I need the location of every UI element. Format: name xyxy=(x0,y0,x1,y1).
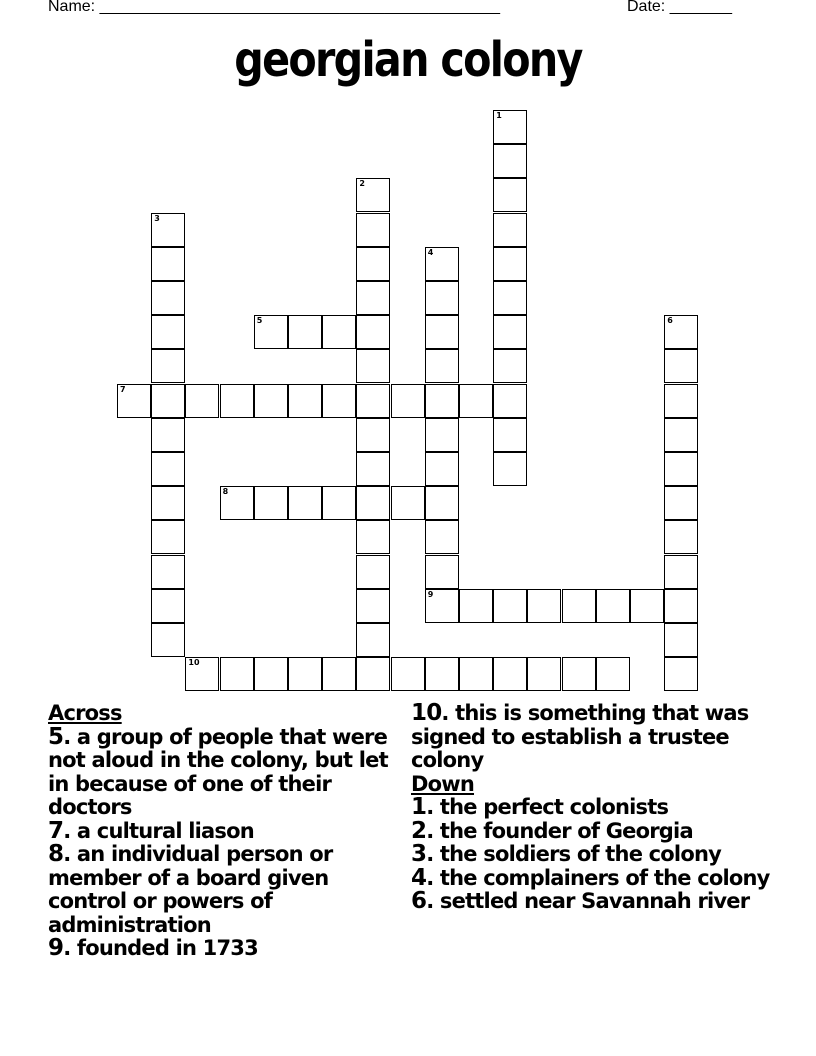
crossword-cell[interactable] xyxy=(493,213,527,247)
crossword-cell[interactable] xyxy=(664,418,698,452)
crossword-cell[interactable] xyxy=(356,623,390,657)
crossword-cell[interactable] xyxy=(459,589,493,623)
clue-number: 4 xyxy=(411,864,427,891)
date-field-label: Date: _______ xyxy=(627,0,732,15)
crossword-cell[interactable] xyxy=(425,247,459,281)
crossword-cell[interactable] xyxy=(356,384,390,418)
crossword-cell[interactable] xyxy=(527,589,561,623)
clue-number: 1 xyxy=(411,794,427,820)
cell-number: 2 xyxy=(359,179,365,189)
crossword-cell[interactable] xyxy=(254,486,288,520)
across-clue-10: 10. this is something that was signed to establish a trustee colony xyxy=(411,700,749,772)
down-clue-2: 2. the founder of Georgia xyxy=(411,817,693,844)
cell-number: 1 xyxy=(496,111,502,120)
clue-number: 6 xyxy=(411,888,427,914)
crossword-cell[interactable] xyxy=(664,349,698,383)
crossword-cell[interactable] xyxy=(425,589,459,623)
crossword-cell[interactable] xyxy=(356,178,390,212)
crossword-cell[interactable] xyxy=(493,110,527,144)
crossword-cell[interactable] xyxy=(425,349,459,383)
crossword-cell[interactable] xyxy=(151,247,185,281)
clues-right-column xyxy=(411,702,791,914)
crossword-cell[interactable] xyxy=(151,315,185,349)
crossword-cell[interactable] xyxy=(664,315,698,349)
clue-text: settled near Savannah river xyxy=(439,889,750,913)
crossword-cell[interactable] xyxy=(493,384,527,418)
crossword-cell[interactable] xyxy=(493,315,527,349)
clue-number: 8 xyxy=(48,841,64,867)
down-heading: Down xyxy=(411,771,475,796)
crossword-cell[interactable] xyxy=(356,520,390,554)
crossword-cell[interactable] xyxy=(288,384,322,418)
crossword-cell[interactable] xyxy=(562,657,596,691)
clue-text: an individual person or member of a board given control or powers of administration xyxy=(48,842,333,937)
crossword-cell[interactable] xyxy=(459,657,493,691)
crossword-cell[interactable] xyxy=(356,315,390,349)
crossword-cell[interactable] xyxy=(356,418,390,452)
crossword-cell[interactable] xyxy=(493,247,527,281)
crossword-cell[interactable] xyxy=(151,589,185,623)
crossword-cell[interactable] xyxy=(356,589,390,623)
crossword-cell[interactable] xyxy=(356,657,390,691)
clue-text: the founder of Georgia xyxy=(439,818,693,843)
down-clue-6: 6. settled near Savannah river xyxy=(411,888,750,914)
crossword-cell[interactable] xyxy=(425,281,459,315)
clue-text: the perfect colonists xyxy=(439,795,669,819)
crossword-cell[interactable] xyxy=(356,213,390,247)
crossword-cell[interactable] xyxy=(117,384,151,418)
crossword-cell[interactable] xyxy=(220,657,254,691)
crossword-cell[interactable] xyxy=(254,384,288,418)
crossword-cell[interactable] xyxy=(425,520,459,554)
across-clue-9: 9. founded in 1733 xyxy=(48,935,258,961)
clue-number: 7 xyxy=(48,817,64,844)
crossword-cell[interactable] xyxy=(596,589,630,623)
crossword-cell[interactable] xyxy=(425,384,459,418)
crossword-cell[interactable] xyxy=(356,452,390,486)
clue-text: a cultural liason xyxy=(76,818,254,843)
crossword-cell[interactable] xyxy=(356,555,390,589)
clue-text: the soldiers of the colony xyxy=(439,842,721,866)
crossword-cell[interactable] xyxy=(664,657,698,691)
cell-number: 4 xyxy=(427,247,434,257)
crossword-cell[interactable] xyxy=(151,418,185,452)
clue-text: the complainers of the colony xyxy=(439,865,770,890)
crossword-cell[interactable] xyxy=(288,657,322,691)
crossword-cell[interactable] xyxy=(664,555,698,589)
crossword-cell[interactable] xyxy=(664,520,698,554)
clue-text: this is something that was signed to establish a trustee colony xyxy=(411,701,749,772)
crossword-cell[interactable] xyxy=(562,589,596,623)
crossword-cell[interactable] xyxy=(151,452,185,486)
crossword-cell[interactable] xyxy=(151,520,185,554)
crossword-cell[interactable] xyxy=(493,589,527,623)
down-clue-4: 4. the complainers of the colony xyxy=(411,864,770,891)
crossword-cell[interactable] xyxy=(391,657,425,691)
crossword-cell[interactable] xyxy=(664,384,698,418)
cell-number: 8 xyxy=(222,487,229,497)
crossword-cell[interactable] xyxy=(322,384,356,418)
crossword-cell[interactable] xyxy=(425,418,459,452)
crossword-cell[interactable] xyxy=(459,384,493,418)
crossword-cell[interactable] xyxy=(220,486,254,520)
clues-left-column xyxy=(48,702,400,961)
clue-number: 9 xyxy=(48,935,64,961)
crossword-cell[interactable] xyxy=(425,452,459,486)
crossword-cell[interactable] xyxy=(664,452,698,486)
clue-number: 2 xyxy=(411,817,427,844)
crossword-cell[interactable] xyxy=(391,384,425,418)
crossword-cell[interactable] xyxy=(493,418,527,452)
crossword-cell[interactable] xyxy=(493,281,527,315)
crossword-cell[interactable] xyxy=(288,486,322,520)
clue-number: 3 xyxy=(411,841,427,867)
crossword-cell[interactable] xyxy=(322,657,356,691)
crossword-cell[interactable] xyxy=(151,349,185,383)
crossword-cell[interactable] xyxy=(664,486,698,520)
crossword-cell[interactable] xyxy=(391,486,425,520)
crossword-cell[interactable] xyxy=(493,178,527,212)
crossword-cell[interactable] xyxy=(356,247,390,281)
crossword-cell[interactable] xyxy=(220,384,254,418)
crossword-cell[interactable] xyxy=(185,657,219,691)
crossword-cell[interactable] xyxy=(185,384,219,418)
crossword-cell[interactable] xyxy=(425,486,459,520)
crossword-cell[interactable] xyxy=(664,589,698,623)
crossword-cell[interactable] xyxy=(151,623,185,657)
page-title: georgian colony xyxy=(234,32,582,88)
across-clue-8: 8. an individual person or member of a board given control or powers of administration xyxy=(48,841,333,937)
crossword-cell[interactable] xyxy=(151,555,185,589)
crossword-cell[interactable] xyxy=(151,213,185,247)
clue-number: 10 xyxy=(411,700,442,726)
crossword-cell[interactable] xyxy=(322,486,356,520)
crossword-cell[interactable] xyxy=(151,384,185,418)
crossword-cell[interactable] xyxy=(493,452,527,486)
clue-text: founded in 1733 xyxy=(76,936,258,960)
crossword-cell[interactable] xyxy=(425,555,459,589)
crossword-cell[interactable] xyxy=(527,657,561,691)
crossword-cell[interactable] xyxy=(493,657,527,691)
crossword-cell[interactable] xyxy=(151,281,185,315)
crossword-cell[interactable] xyxy=(322,315,356,349)
crossword-cell[interactable] xyxy=(254,315,288,349)
crossword-cell[interactable] xyxy=(630,589,664,623)
crossword-cell[interactable] xyxy=(664,623,698,657)
down-clue-3: 3. the soldiers of the colony xyxy=(411,841,721,867)
crossword-cell[interactable] xyxy=(254,657,288,691)
crossword-cell[interactable] xyxy=(425,657,459,691)
across-heading: Across xyxy=(48,701,122,725)
clue-text: a group of people that were not aloud in the colony, but let in because of one of their doctors xyxy=(48,724,388,819)
crossword-cell[interactable] xyxy=(288,315,322,349)
clue-number: 5 xyxy=(48,723,64,750)
across-clue-7: 7. a cultural liason xyxy=(48,817,254,844)
crossword-cell[interactable] xyxy=(356,349,390,383)
crossword-cell[interactable] xyxy=(356,486,390,520)
crossword-cell[interactable] xyxy=(493,349,527,383)
crossword-cell[interactable] xyxy=(596,657,630,691)
cell-number: 7 xyxy=(120,384,126,394)
crossword-cell[interactable] xyxy=(425,315,459,349)
cell-number: 6 xyxy=(667,316,673,326)
name-field-label: Name: _____________________________________________ xyxy=(48,0,500,15)
crossword-cell[interactable] xyxy=(151,486,185,520)
crossword-cell[interactable] xyxy=(356,281,390,315)
cell-number: 10 xyxy=(188,658,200,668)
crossword-cell[interactable] xyxy=(493,144,527,178)
cell-number: 5 xyxy=(256,316,263,326)
cell-number: 3 xyxy=(154,213,160,223)
across-clue-5: 5. a group of people that were not aloud in the colony, but let in because of one of their doctors xyxy=(48,723,388,819)
cell-number: 9 xyxy=(427,589,434,599)
down-clue-1: 1. the perfect colonists xyxy=(411,794,669,820)
